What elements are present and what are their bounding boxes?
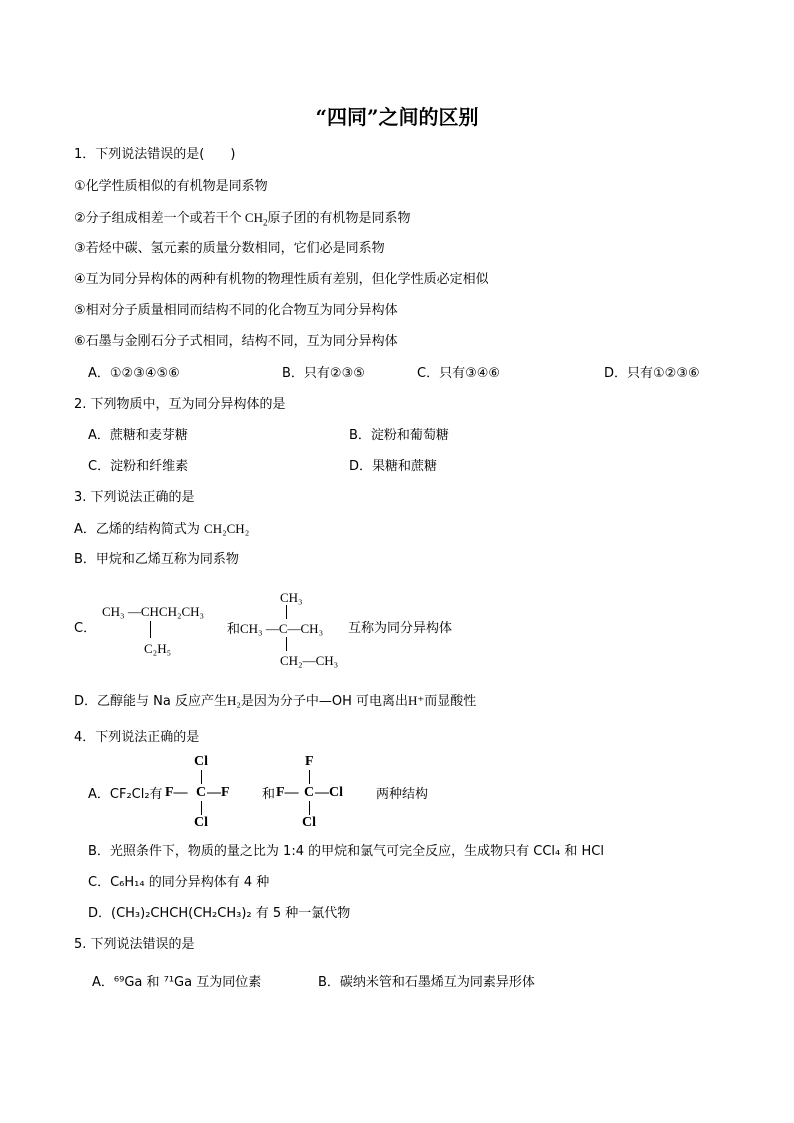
q4-option-a-pre: A．CF₂Cl₂有 [88, 787, 163, 802]
q4-option-a-tail: 两种结构 [376, 787, 429, 802]
q4-mol1-right: —F [207, 785, 230, 800]
q1-item-3: ③若烃中碳、氢元素的质量分数相同，它们必是同系物 [74, 241, 385, 256]
q3-d-pre: D．乙醇能与 Na 反应产生 [74, 694, 227, 709]
q3-c-mol2-bond-bottom [286, 637, 287, 651]
q2-option-c: C．淀粉和纤维素 [88, 459, 189, 474]
q3-d-tail: 而显酸性 [424, 694, 477, 709]
q4-option-c: C．C₆H₁₄ 的同分异构体有 4 种 [88, 875, 270, 890]
q3-d-hplus: H⁺ [408, 693, 425, 708]
q3-c-mol2-main: 和CH₃ —C—CH₃ [227, 621, 324, 636]
q1-item-1: ①化学性质相似的有机物是同系物 [74, 179, 268, 194]
q1-stem: 1．下列说法错误的是( ) [74, 147, 236, 162]
q5-option-b: B．碳纳米管和石墨烯互为同素异形体 [318, 975, 535, 990]
q3-option-a [74, 522, 249, 536]
q4-mol2-bottom: Cl [302, 815, 316, 830]
q4-mol2-bond-bottom [309, 801, 310, 815]
q3-d-mid: 是因为分子中—OH 可电离出 [240, 694, 409, 709]
q4-stem: 4．下列说法正确的是 [74, 730, 200, 745]
q4-mol1-left: F— [165, 785, 188, 800]
q1-item-5: ⑤相对分子质量相同而结构不同的化合物互为同分异构体 [74, 303, 398, 318]
q4-mol2-bond-top [309, 770, 310, 784]
q4-option-a-and: 和 [262, 787, 276, 802]
q1-option-a: A．①②③④⑤⑥ [88, 366, 180, 381]
q3-option-b: B．甲烷和乙烯互称为同系物 [74, 552, 239, 567]
q3-d-h2: H₂ [226, 693, 241, 708]
q3-c-mol2-top: CH₃ [280, 590, 303, 605]
page-title: “四同”之间的区别 [315, 105, 479, 129]
q3-option-c-label: C． [74, 621, 97, 636]
q4-option-b: B．光照条件下，物质的量之比为 1:4 的甲烷和氯气可完全反应，生成物只有 CCl₄ 和 HCl [88, 844, 604, 859]
q3-option-a-text: A．乙烯的结构简式为 [74, 522, 200, 537]
q1-item-2-formula: $CH_2$ [244, 210, 268, 228]
q3-c-mol1-main: CH₃ —CHCH₂CH₃ [102, 604, 205, 619]
q3-stem: 3. 下列说法正确的是 [74, 490, 195, 505]
q1-option-c: C．只有③④⑥ [417, 366, 501, 381]
q1-option-d: D．只有①②③⑥ [604, 366, 700, 381]
q1-item-2-tail: 原子团的有机物是同系物 [267, 211, 411, 226]
q1-option-b: B．只有②③⑤ [282, 366, 365, 381]
q3-c-mol2-bottom: CH₂—CH₃ [280, 653, 339, 668]
q5-stem: 5. 下列说法错误的是 [74, 937, 195, 952]
q4-mol1-top: Cl [194, 754, 208, 769]
q4-mol1-bond-top [201, 770, 202, 784]
q3-c-mol2-bond-top [286, 605, 287, 619]
q5-option-a: A．⁶⁹Ga 和 ⁷¹Ga 互为同位素 [92, 975, 262, 990]
q3-option-d [74, 694, 476, 708]
q4-mol1-bond-bottom [201, 801, 202, 815]
q4-mol2-right: —Cl [315, 785, 343, 800]
q4-mol2-left: F— [276, 785, 299, 800]
q4-option-d: D．(CH₃)₂CHCH(CH₂CH₃)₂ 有 5 种一氯代物 [88, 906, 351, 921]
q3-c-mol1-bond [150, 621, 151, 638]
q3-c-mol1-branch: C₂H₅ [144, 641, 172, 656]
q2-stem: 2. 下列物质中，互为同分异构体的是 [74, 397, 286, 412]
q1-item-4: ④互为同分异构体的两种有机物的物理性质有差别，但化学性质必定相似 [74, 272, 489, 287]
q2-option-d: D．果糖和蔗糖 [349, 459, 438, 474]
q4-mol1-center: C [196, 785, 207, 800]
q3-option-c-tail: 互称为同分异构体 [348, 621, 453, 636]
q1-item-6: ⑥石墨与金刚石分子式相同，结构不同，互为同分异构体 [74, 334, 398, 349]
q2-option-a: A．蔗糖和麦芽糖 [88, 428, 188, 443]
q3-option-a-formula: CH₂CH₂ [204, 521, 250, 536]
q1-item-2-text: ②分子组成相差一个或若干个 [74, 211, 242, 226]
q1-item-2 [74, 210, 411, 228]
q4-mol1-bottom: Cl [194, 815, 208, 830]
q2-option-b: B．淀粉和葡萄糖 [349, 428, 449, 443]
q4-mol2-top: F [305, 754, 314, 769]
q4-mol2-center: C [304, 785, 315, 800]
